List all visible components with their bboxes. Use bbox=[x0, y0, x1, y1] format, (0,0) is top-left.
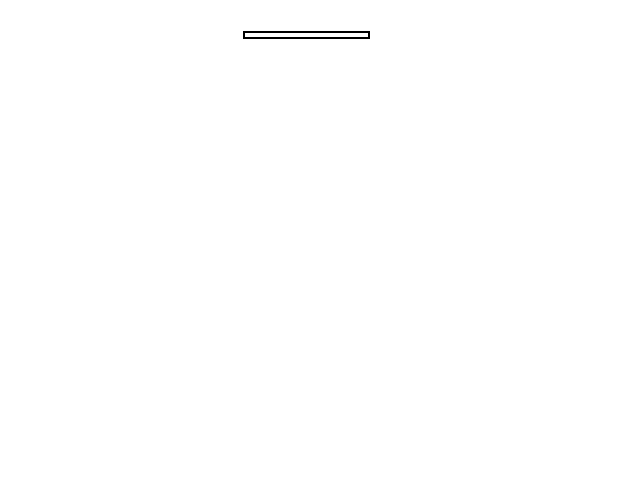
legend bbox=[243, 31, 370, 39]
mixing-ratio-axis-label bbox=[398, 198, 412, 358]
